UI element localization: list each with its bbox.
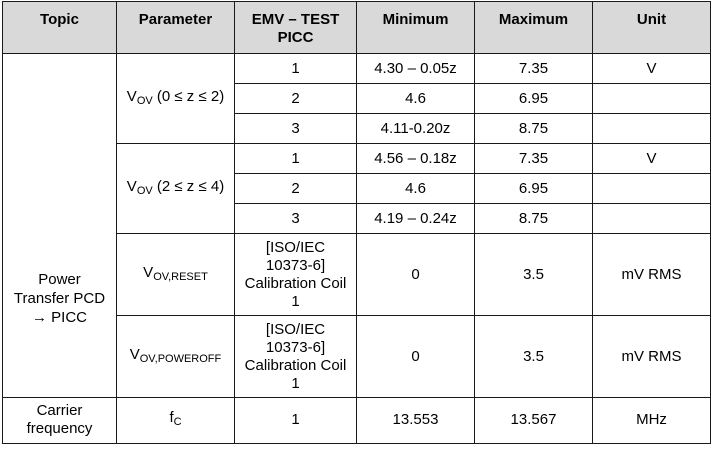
picc-cell: 2 xyxy=(235,84,357,114)
topic-line: Transfer PCD xyxy=(13,290,106,307)
picc-cell: 2 xyxy=(235,174,357,204)
header-minimum: Minimum xyxy=(357,2,475,54)
picc-cell: 1 xyxy=(235,397,357,443)
topic-power-transfer xyxy=(3,54,117,398)
param-vov-poweroff: $V_{OV,POWEROFF}$ xyxy=(117,316,235,398)
minimum-cell: 4.11-0.20z xyxy=(357,114,475,144)
unit-cell xyxy=(593,84,711,114)
header-maximum: Maximum xyxy=(475,2,593,54)
spec-table xyxy=(2,1,711,398)
maximum-cell: 8.75 xyxy=(475,114,593,144)
unit-cell: MHz xyxy=(593,397,711,443)
topic-carrier-frequency: Carrier frequency xyxy=(3,397,117,443)
unit-cell xyxy=(593,204,711,234)
table-row xyxy=(3,397,711,443)
param-vov-range-1: $V_{OV}$ (0 ≤ z ≤ 2) xyxy=(117,54,235,144)
topic-line: → PICC xyxy=(31,309,87,326)
maximum-cell: 6.95 xyxy=(475,174,593,204)
minimum-cell: 4.6 xyxy=(357,174,475,204)
header-parameter: Parameter xyxy=(117,2,235,54)
unit-cell: V xyxy=(593,144,711,174)
header-unit: Unit xyxy=(593,2,711,54)
maximum-cell: 3.5 xyxy=(475,316,593,398)
unit-cell: mV RMS xyxy=(593,316,711,398)
maximum-cell: 3.5 xyxy=(475,234,593,316)
minimum-cell: 4.56 – 0.18z xyxy=(357,144,475,174)
maximum-cell: 7.35 xyxy=(475,54,593,84)
topic-line: Power xyxy=(38,271,81,288)
reference-cell: [ISO/IEC 10373-6] Calibration Coil 1 xyxy=(235,316,357,398)
maximum-cell: 6.95 xyxy=(475,84,593,114)
spec-table-carrier xyxy=(2,397,711,444)
unit-cell: V xyxy=(593,54,711,84)
picc-cell: 3 xyxy=(235,114,357,144)
table-row xyxy=(3,54,711,84)
picc-cell: 3 xyxy=(235,204,357,234)
header-topic: Topic xyxy=(3,2,117,54)
header-emv-test-picc: EMV – TEST PICC xyxy=(235,2,357,54)
unit-cell xyxy=(593,174,711,204)
maximum-cell: 13.567 xyxy=(475,397,593,443)
minimum-cell: 4.30 – 0.05z xyxy=(357,54,475,84)
picc-cell: 1 xyxy=(235,54,357,84)
minimum-cell: 13.553 xyxy=(357,397,475,443)
unit-cell xyxy=(593,114,711,144)
minimum-cell: 4.6 xyxy=(357,84,475,114)
maximum-cell: 8.75 xyxy=(475,204,593,234)
param-fc: $f_C$ xyxy=(117,397,235,443)
param-vov-reset: $V_{OV,RESET}$ xyxy=(117,234,235,316)
header-row xyxy=(3,2,711,54)
reference-cell: [ISO/IEC 10373-6] Calibration Coil 1 xyxy=(235,234,357,316)
unit-cell: mV RMS xyxy=(593,234,711,316)
param-vov-range-2: $V_{OV}$ (2 ≤ z ≤ 4) xyxy=(117,144,235,234)
maximum-cell: 7.35 xyxy=(475,144,593,174)
minimum-cell: 0 xyxy=(357,316,475,398)
minimum-cell: 4.19 – 0.24z xyxy=(357,204,475,234)
minimum-cell: 0 xyxy=(357,234,475,316)
picc-cell: 1 xyxy=(235,144,357,174)
